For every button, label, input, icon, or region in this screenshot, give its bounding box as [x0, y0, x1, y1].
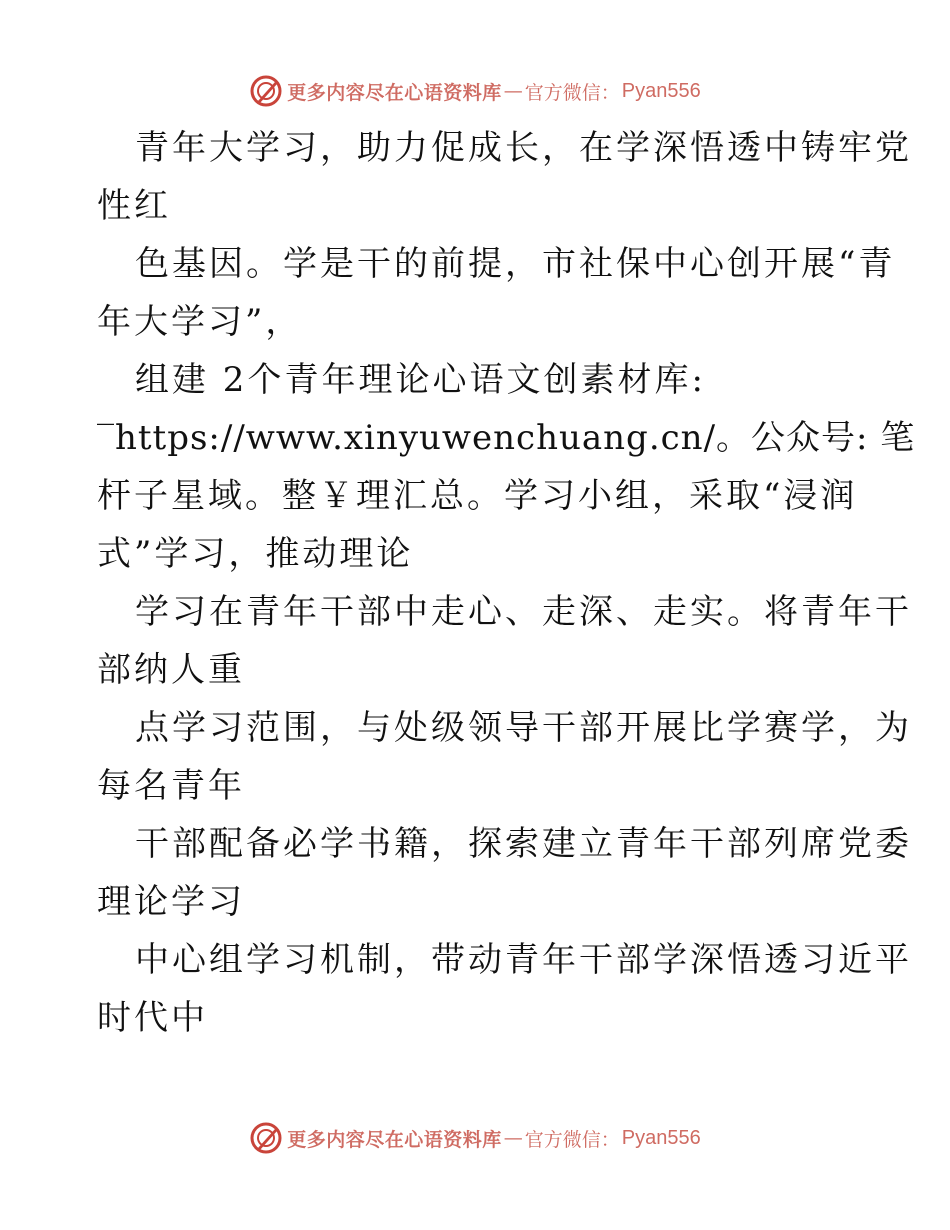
- brand-logo-icon: [249, 74, 283, 108]
- text-line: 杆子星域。整￥理汇总。学习小组，采取“浸润: [97, 476, 858, 516]
- text-line: 年大学习”，: [97, 302, 303, 342]
- watermark-separator: —: [503, 1127, 523, 1149]
- watermark-wechat-label: 官方微信：: [524, 81, 620, 104]
- text-line: 理论学习: [97, 882, 245, 922]
- document-body: [97, 119, 916, 1047]
- text-line: 点学习范围，与处级领导干部开展比学赛学，为: [135, 708, 912, 748]
- text-line: 组建 2个青年理论心语文创素材库:: [135, 360, 706, 400]
- watermark-wechat-id: Pyan556: [621, 1126, 701, 1149]
- text-line: 部纳人重: [97, 650, 245, 690]
- footer-watermark: [0, 1118, 950, 1158]
- text-line: 时代中: [97, 998, 208, 1038]
- watermark-wechat-label: 官方微信：: [524, 1128, 620, 1151]
- watermark-wechat-id: Pyan556: [621, 79, 701, 102]
- watermark-separator: —: [503, 80, 523, 102]
- text-line: 中心组学习机制，带动青年干部学深悟透习近平: [135, 940, 912, 980]
- text-line: 式”学习，推动理论: [97, 534, 414, 574]
- text-line: 色基因。学是干的前提，市社保中心创开展“青: [135, 244, 896, 284]
- watermark-text: 更多内容尽在心语资料库: [287, 81, 502, 104]
- header-watermark: [0, 71, 950, 111]
- watermark-text: 更多内容尽在心语资料库: [287, 1128, 502, 1151]
- text-line: 干部配备必学书籍，探索建立青年干部列席党委: [135, 824, 912, 864]
- text-line: 性红: [97, 186, 171, 226]
- text-line: 学习在青年干部中走心、走深、走实。将青年干: [135, 592, 912, 632]
- brand-logo-icon: [249, 1121, 283, 1155]
- text-line: 每名青年: [97, 766, 245, 806]
- text-line: 青年大学习，助力促成长，在学深悟透中铸牢党: [135, 128, 912, 168]
- text-line-url: ‾https://www.xinyuwenchuang.cn/。公众号: 笔: [97, 418, 916, 458]
